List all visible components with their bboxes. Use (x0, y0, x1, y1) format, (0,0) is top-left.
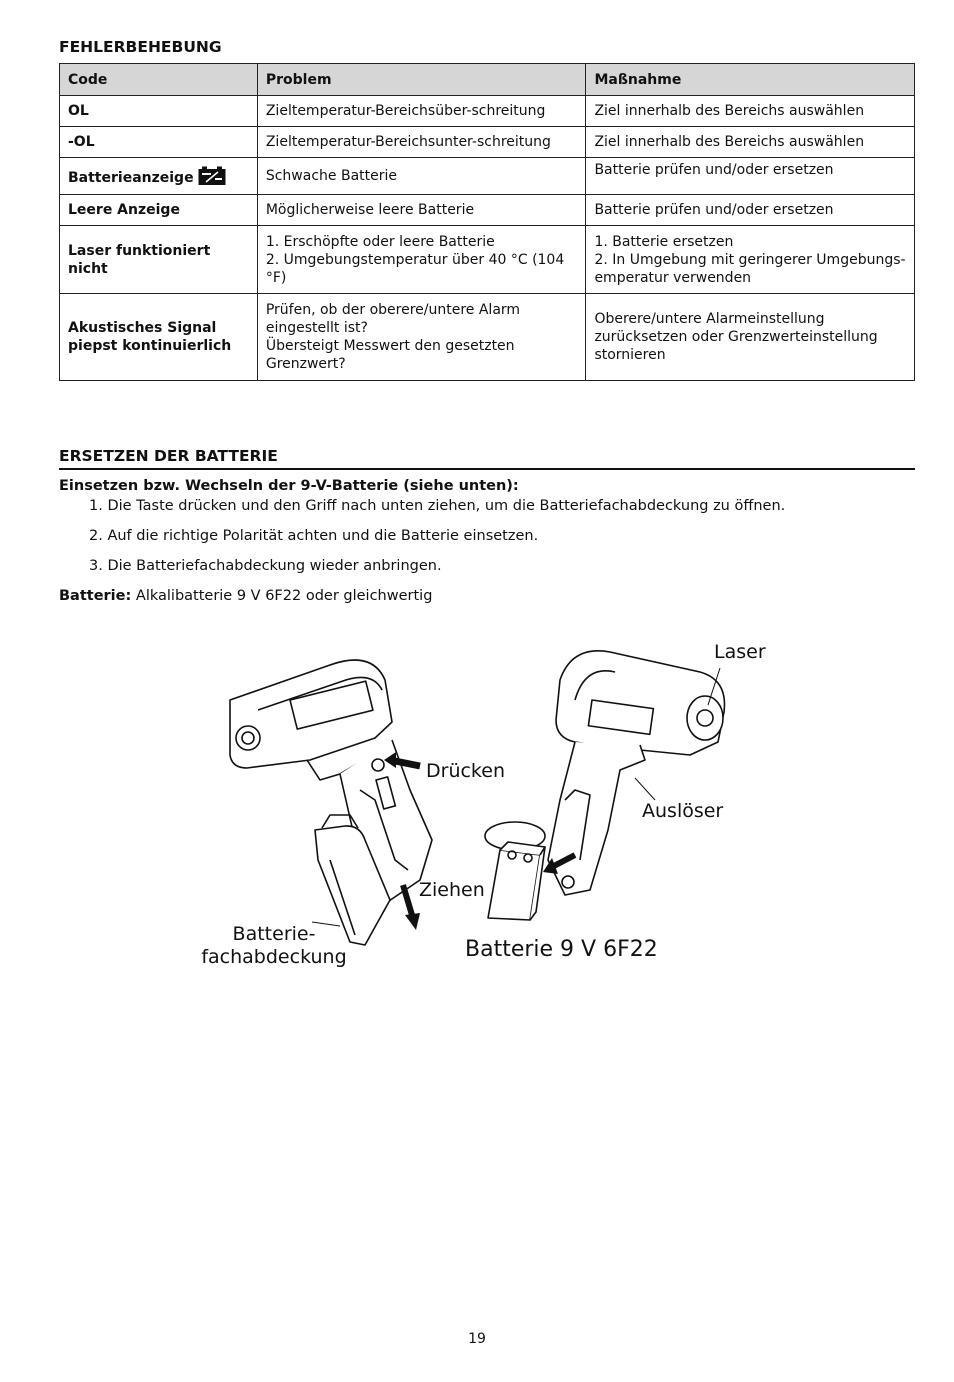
cell-code: Laser funktioniert nicht (60, 226, 258, 294)
thermometer-left-illustration (230, 660, 432, 945)
label-druecken: Drücken (426, 760, 505, 782)
cell-problem: Zieltemperatur-Bereichsüber-schreitung (257, 96, 586, 127)
battery-intro: Einsetzen bzw. Wechseln der 9-V-Batterie (siehe unten): (59, 478, 519, 494)
section-rule (59, 468, 915, 470)
battery-spec-label: Batterie: (59, 588, 132, 604)
label-ziehen: Ziehen (419, 879, 485, 901)
header-code: Code (60, 64, 258, 96)
label-battery: Batterie 9 V 6F22 (465, 937, 658, 962)
table-row (60, 226, 915, 294)
cell-action: Batterie prüfen und/oder ersetzen (586, 158, 915, 195)
battery-spec (59, 588, 432, 604)
label-ausloeser: Auslöser (642, 800, 724, 822)
cell-action: Batterie prüfen und/oder ersetzen (586, 195, 915, 226)
cell-code (60, 158, 258, 195)
table-header-row (60, 64, 915, 96)
table-row (60, 294, 915, 381)
label-battery-cover (200, 923, 348, 969)
table-row (60, 127, 915, 158)
page-number: 19 (468, 1331, 486, 1347)
header-action: Maßnahme (586, 64, 915, 96)
cell-action: Oberere/untere Alarmeinstellung zurücksetzen oder Grenzwerteinstellung stornieren (586, 294, 915, 381)
step-1: 1. Die Taste drücken und den Griff nach unten ziehen, um die Batteriefachabdeckung zu öffnen. (89, 498, 786, 514)
cell-action: 1. Batterie ersetzen 2. In Umgebung mit geringerer Umgebungs-emperatur verwenden (586, 226, 915, 294)
cell-problem: Prüfen, ob der oberere/untere Alarm eingestellt ist? Übersteigt Messwert den gesetzten Grenzwert? (257, 294, 586, 381)
cell-problem: Schwache Batterie (257, 158, 586, 195)
battery-section-title: ERSETZEN DER BATTERIE (59, 447, 278, 465)
label-battery-cover-line2: fachabdeckung (201, 946, 347, 968)
cell-code: OL (60, 96, 258, 127)
table-row (60, 96, 915, 127)
battery-9v-illustration (485, 822, 545, 920)
battery-low-icon (198, 166, 226, 186)
step-2: 2. Auf die richtige Polarität achten und die Batterie einsetzen. (89, 528, 539, 544)
cell-action: Ziel innerhalb des Bereichs auswählen (586, 96, 915, 127)
label-battery-cover-line1: Batterie- (232, 923, 316, 945)
battery-indicator-label: Batterieanzeige (68, 169, 194, 186)
cell-problem: 1. Erschöpfte oder leere Batterie 2. Umgebungstemperatur über 40 °C (104 °F) (257, 226, 586, 294)
cell-action: Ziel innerhalb des Bereichs auswählen (586, 127, 915, 158)
cell-problem: Möglicherweise leere Batterie (257, 195, 586, 226)
pull-arrow (403, 885, 412, 915)
cell-code: Leere Anzeige (60, 195, 258, 226)
battery-spec-value: Alkalibatterie 9 V 6F22 oder gleichwertig (135, 588, 433, 604)
table-row (60, 158, 915, 195)
step-3: 3. Die Batteriefachabdeckung wieder anbringen. (89, 558, 442, 574)
troubleshooting-table (59, 63, 915, 381)
header-problem: Problem (257, 64, 586, 96)
troubleshooting-title: FEHLERBEHEBUNG (59, 38, 222, 56)
cell-code: -OL (60, 127, 258, 158)
table-row (60, 195, 915, 226)
cell-code: Akustisches Signal piepst kontinuierlich (60, 294, 258, 381)
cell-problem: Zieltemperatur-Bereichsunter-schreitung (257, 127, 586, 158)
label-laser: Laser (714, 641, 766, 663)
